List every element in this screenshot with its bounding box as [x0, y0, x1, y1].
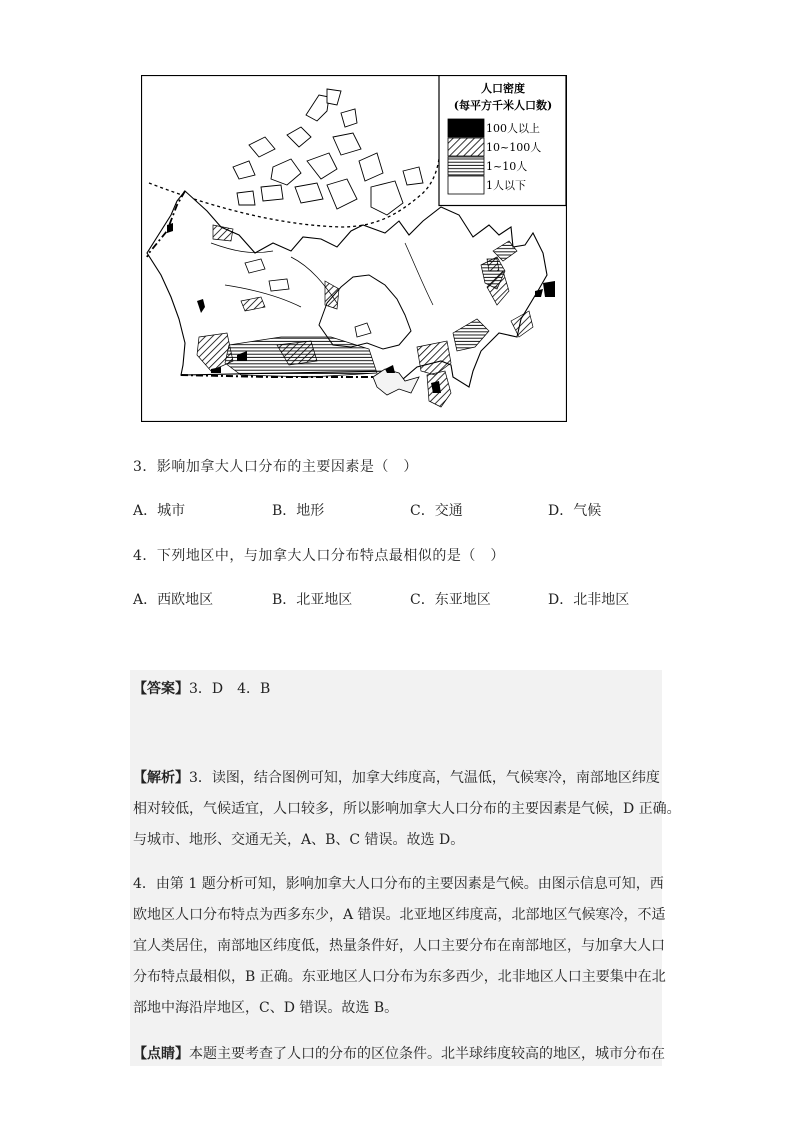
q3-option-d: D．气候 — [548, 503, 602, 519]
analysis-tag: 【解析】 — [133, 770, 189, 786]
answer-tag: 【答案】 — [133, 681, 189, 697]
legend-item-label: 1人以下 — [486, 179, 526, 192]
analysis-line-1: 【解析】3．读图，结合图例可知，加拿大纬度高，气温低，气候寒冷，南部地区纬度 — [133, 770, 660, 786]
dianjing-line — [133, 1043, 665, 1063]
legend-swatch-diagonal — [448, 138, 484, 156]
analysis-p2-line-5: 部地中海沿岸地区，C、D 错误。故选 B。 — [133, 1000, 399, 1016]
q4-option-a: A．西欧地区 — [133, 592, 214, 608]
legend-item-label: 100人以上 — [486, 122, 540, 135]
analysis-p2-line-3: 宜人类居住，南部地区纬度低，热量条件好，人口主要分布在南部地区，与加拿大人口 — [133, 938, 665, 954]
question-4-stem: 4．下列地区中，与加拿大人口分布特点最相似的是（ ） — [133, 548, 505, 564]
q3-option-b: B．地形 — [272, 503, 325, 519]
q4-option-c: C．东亚地区 — [410, 592, 491, 608]
legend-swatch-solid — [448, 119, 484, 137]
dianjing-tag: 【点睛】 — [133, 1046, 189, 1062]
q4-option-d: D．北非地区 — [548, 592, 630, 608]
legend-subtitle: (每平方千米人口数) — [453, 99, 553, 112]
legend-title: 人口密度 — [481, 82, 525, 95]
legend-item-label: 10~100人 — [486, 141, 542, 154]
legend-item-label: 1~10人 — [486, 160, 528, 173]
legend-swatch-horizontal — [448, 157, 484, 175]
analysis-line-2: 相对较低，气候适宜，人口较多，所以影响加拿大人口分布的主要因素是气候，D 正确。 — [133, 801, 681, 817]
analysis-p2-line-2: 欧地区人口分布特点为西多东少，A 错误。北亚地区纬度高，北部地区气候寒冷，不适 — [133, 907, 666, 923]
q3-option-c: C．交通 — [410, 503, 463, 519]
analysis-p2-line-1: 4．由第 1 题分析可知，影响加拿大人口分布的主要因素是气候。由图示信息可知，西 — [133, 876, 664, 892]
answer-line — [133, 678, 270, 698]
q4-option-b: B．北亚地区 — [272, 592, 353, 608]
analysis-p2-line-4: 分布特点最相似，B 正确。东亚地区人口分布为东多西少，北非地区人口主要集中在北 — [133, 969, 666, 985]
dianjing-text: 本题主要考查了人口的分布的区位条件。北半球纬度较高的地区，城市分布在 — [189, 1046, 665, 1062]
q3-option-a: A．城市 — [133, 503, 186, 519]
map-legend — [439, 76, 566, 206]
answer-text: 3．D 4．B — [189, 681, 271, 697]
canada-population-density-map — [141, 75, 567, 422]
legend-swatch-blank — [448, 176, 484, 194]
question-3-stem: 3．影响加拿大人口分布的主要因素是（ ） — [133, 459, 418, 475]
analysis-line-3: 与城市、地形、交通无关，A、B、C 错误。故选 D。 — [133, 832, 465, 848]
